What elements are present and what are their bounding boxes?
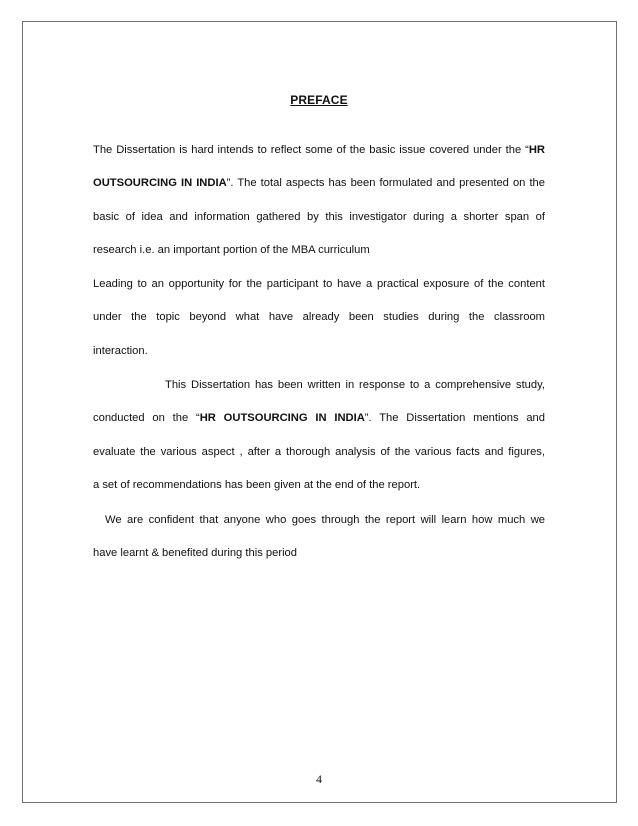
text-segment: Leading to an opportunity for the participant to have a practical exposure of the content: [93, 278, 545, 290]
paragraph-4: [93, 504, 545, 571]
paragraph-line: [93, 201, 545, 234]
paragraph-line: [93, 537, 545, 570]
text-segment: a set of recommendations has been given at the end of the report.: [93, 479, 421, 492]
text-segment: conducted on the “: [93, 412, 200, 425]
paragraph-line: [93, 268, 545, 301]
paragraph-line: [93, 436, 545, 469]
text-segment: The Dissertation is hard intends to reflect some of the basic issue covered under the “: [93, 144, 529, 156]
text-segment: research i.e. an important portion of the MBA curriculum: [93, 244, 370, 257]
paragraph-1: [93, 134, 545, 268]
paragraph-line: [93, 301, 545, 334]
text-segment: evaluate the various aspect , after a thorough analysis of the various facts and figures,: [93, 445, 545, 458]
paragraph-line: [93, 369, 545, 402]
bold-text-segment: HR OUTSOURCING IN INDIA: [199, 412, 365, 425]
paragraph-line: [93, 504, 545, 537]
paragraph-line: [93, 402, 545, 435]
paragraph-3: [93, 369, 545, 503]
text-segment: This Dissertation has been written in response to a comprehensive study,: [165, 379, 545, 391]
paragraph-2: [93, 268, 545, 368]
text-segment: We are confident that anyone who goes through the report will learn how much we: [105, 514, 545, 526]
text-segment: have learnt & benefited during this period: [93, 547, 297, 560]
page-title: PREFACE: [290, 93, 348, 107]
paragraph-line: [93, 469, 545, 502]
text-segment: ”. The total aspects has been formulated and presented on the: [226, 177, 545, 190]
text-segment: interaction.: [93, 344, 148, 357]
text-segment: basic of idea and information gathered by this investigator during a shorter span of: [93, 210, 545, 223]
paragraph-line: [93, 134, 545, 167]
paragraph-line: [93, 234, 545, 267]
paragraph-line: [93, 167, 545, 200]
text-segment: ”. The Dissertation mentions and: [364, 412, 545, 425]
paragraph-line: [93, 335, 545, 368]
text-segment: under the topic beyond what have already been studies during the classroom: [93, 311, 545, 324]
bold-text-segment: OUTSOURCING IN INDIA: [93, 177, 227, 190]
bold-text-segment: HR: [528, 144, 545, 156]
page-number: 4: [316, 772, 322, 786]
